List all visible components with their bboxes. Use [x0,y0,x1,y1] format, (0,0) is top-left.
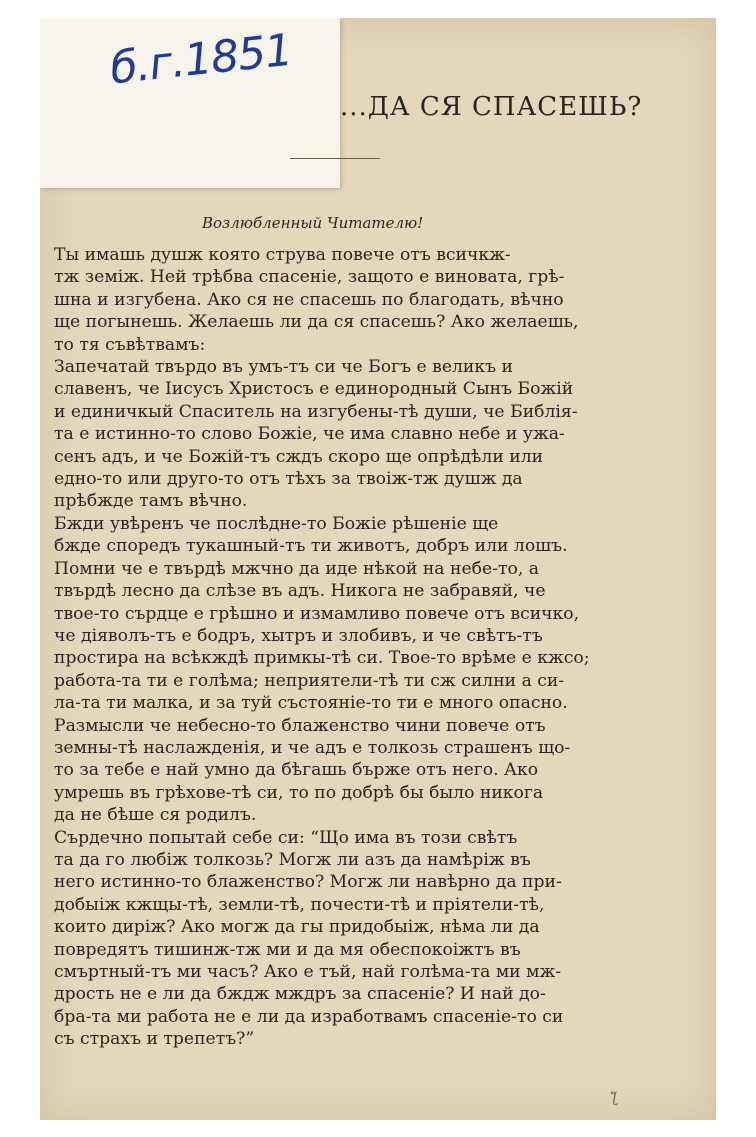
scanned-page [40,18,716,1120]
pen-mark: ƪ [612,1090,617,1106]
text-line: бра-та ми работа не е ли да изработвамъ спасеніе-то си [54,1006,564,1027]
text-line: добыіж кжщы-тѣ, земли-тѣ, почести-тѣ и пріятели-тѣ, [54,894,545,915]
text-line: ла-та ти малка, и за туй състояніе-то ти е много опасно. [54,693,568,714]
text-line: сенъ адъ, и че Божій-тъ сждъ скоро ще опрѣдѣли или [54,446,544,467]
text-line: Размысли че небесно-то блаженство чини повече отъ [54,715,546,736]
text-line: то тя съвѣтвамъ: [54,334,206,355]
page-title: ...ДА СЯ СПАСЕШЬ? [340,92,643,122]
text-line: Бжди увѣренъ че послѣдне-то Божіе рѣшеніе ще [54,513,499,534]
text-line: Помни че е твърдѣ мжчно да иде нѣкой на небе-то, а [54,558,540,579]
text-line: шна и изгубена. Ако ся не спасешь по благодать, вѣчно [54,289,564,310]
shelfmark: б.г.1851 [107,24,295,95]
text-line: Сърдечно попытай себе си: “Що има въ този свѣтъ [54,827,518,848]
text-line: твърдѣ лесно да слѣзе въ адъ. Никога не забравяй, че [54,581,546,602]
text-line: работа-та ти е голѣма; неприятели-тѣ ти сж силни а си- [54,670,565,691]
text-line: дрость не е ли да бждж мждръ за спасеніе? И най до- [54,984,546,1005]
text-line: че діяволъ-тъ е бодръ, хытръ и злобивъ, и че свѣтъ-тъ [54,625,543,646]
body-text [54,244,702,1051]
text-line: умрешь въ грѣхове-тѣ си, то по добрѣ бы было никога [54,782,544,803]
library-label [40,18,340,188]
text-line: бжде споредъ тукашный-тъ ти животъ, добръ или лошъ. [54,536,568,557]
text-line: съ страхъ и трепетъ?” [54,1029,255,1050]
text-line: него истинно-то блаженство? Могж ли навѣрно да при- [54,872,562,893]
text-line: славенъ, че Іисусъ Христосъ е единородный Сынъ Божій [54,379,574,400]
text-line: прѣбжде тамъ вѣчно. [54,491,248,512]
text-line: простира на всѣкждѣ примкы-тѣ си. Твое-то врѣме е кжсо; [54,648,590,669]
salutation: Возлюбленный Читателю! [202,214,424,232]
text-line: тж земіж. Ней трѣбва спасеніе, защото е виновата, грѣ- [54,267,565,288]
text-line: то за тебе е най умно да бѣгашь бърже отъ него. Ако [54,760,539,781]
text-line: Запечатай твърдо въ умъ-тъ си че Богъ е великъ и [54,357,513,378]
text-line: едно-то или друго-то отъ тѣхъ за твоіж-тж душж да [54,469,523,490]
text-line: които диріж? Ако могж да гы придобыіж, нѣма ли да [54,917,540,938]
text-line: Ты имашь душж която струва повече отъ всичкж- [54,245,511,265]
text-line: да не бѣше ся родилъ. [54,805,257,826]
text-line: твое-то сърдце е грѣшно и измамливо повече отъ всичко, [54,603,580,624]
text-line: земны-тѣ наслажденія, и че адъ е толкозь страшенъ що- [54,737,571,758]
text-line: и единичкый Спаситель на изгубены-тѣ души, че Библія- [54,401,578,422]
text-line: ще погынешь. Желаешь ли да ся спасешь? Ако желаешь, [54,312,579,333]
text-line: та е истинно-то слово Божіе, че има славно небе и ужа- [54,424,565,445]
title-rule [290,158,380,159]
text-line: та да го любіж толкозь? Могж ли азъ да намѣріж въ [54,849,531,870]
text-line: повредятъ тишинж-тж ми и да мя обеспокоіжтъ въ [54,939,521,960]
text-line: смъртный-тъ ми часъ? Ако е тъй, най голѣма-та ми мж- [54,962,562,982]
